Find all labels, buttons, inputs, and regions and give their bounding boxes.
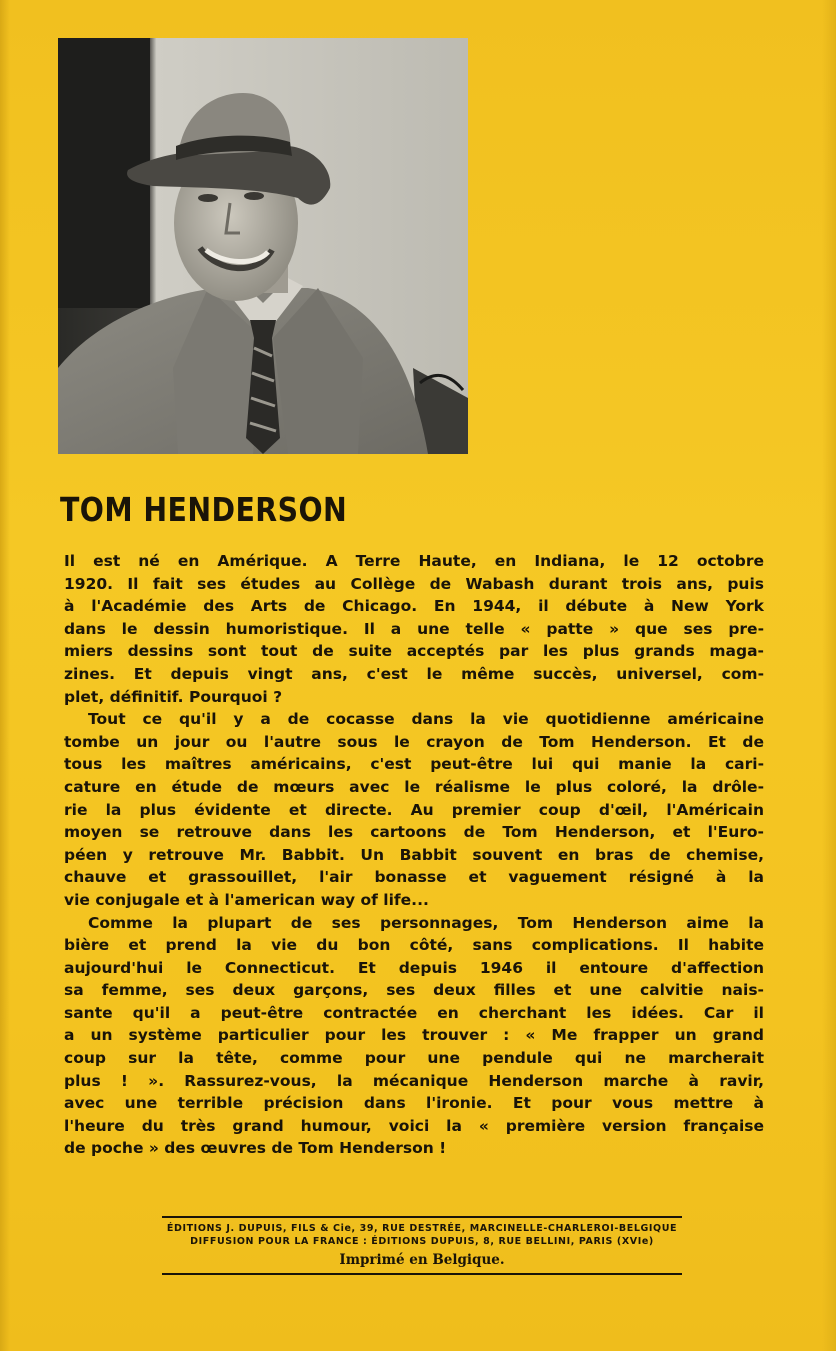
bio-line: péen y retrouve Mr. Babbit. Un Babbit souvent en bras de chemise, xyxy=(64,845,764,864)
author-name: TOM HENDERSON xyxy=(60,490,348,529)
imprint-top-rule xyxy=(162,1216,682,1218)
author-photo xyxy=(58,38,468,454)
bio-line: dans le dessin humoristique. Il a une telle « patte » que ses pre- xyxy=(64,619,764,638)
printed-in-label: Imprimé en Belgique. xyxy=(339,1252,505,1268)
bio-line: l'heure du très grand humour, voici la « première version française xyxy=(64,1116,764,1135)
bio-line: cature en étude de mœurs avec le réalisme le plus coloré, la drôle- xyxy=(64,777,764,796)
bio-line: avec une terrible précision dans l'ironie. Et pour vous mettre à xyxy=(64,1094,764,1113)
publisher-address: ÉDITIONS J. DUPUIS, FILS & Cie, 39, RUE DESTRÉE, MARCINELLE-CHARLEROI-BELGIQUE xyxy=(166,1223,678,1234)
bio-line: rie la plus évidente et directe. Au premier coup d'œil, l'Américain xyxy=(64,800,764,819)
bio-line: coup sur la tête, comme pour une pendule qui ne marcherait xyxy=(64,1049,764,1068)
bio-line: aujourd'hui le Connecticut. Et depuis 1946 il entoure d'affection xyxy=(64,958,764,977)
bio-line: miers dessins sont tout de suite acceptés par les plus grands maga- xyxy=(64,642,764,661)
bio-line: Il est né en Amérique. A Terre Haute, en Indiana, le 12 octobre xyxy=(64,552,764,570)
bio-line: a un système particulier pour les trouver : « Me frapper un grand xyxy=(64,1026,764,1045)
bio-line: plus ! ». Rassurez-vous, la mécanique Henderson marche à ravir, xyxy=(64,1071,764,1090)
bio-line: sante qu'il a peut-être contractée en cherchant les idées. Car il xyxy=(64,1003,764,1022)
bio-line: bière et prend la vie du bon côté, sans complications. Il habite xyxy=(64,936,764,955)
author-portrait-image xyxy=(58,38,468,454)
imprint-bottom-rule xyxy=(162,1273,682,1275)
biography-text xyxy=(64,550,764,1160)
bio-line: moyen se retrouve dans les cartoons de Tom Henderson, et l'Euro- xyxy=(64,823,764,842)
bio-line: Tout ce qu'il y a de cocasse dans la vie quotidienne américaine xyxy=(88,710,764,729)
bio-line: tombe un jour ou l'autre sous le crayon de Tom Henderson. Et de xyxy=(64,732,764,751)
distribution-address: DIFFUSION POUR LA FRANCE : ÉDITIONS DUPUIS, 8, RUE BELLINI, PARIS (XVIe) xyxy=(190,1236,654,1247)
bio-line: zines. Et depuis vingt ans, c'est le même succès, universel, com- xyxy=(64,664,764,683)
bio-line: de poche » des œuvres de Tom Henderson ! xyxy=(64,1139,447,1158)
bio-line: chauve et grassouillet, l'air bonasse et vaguement résigné à la xyxy=(64,868,764,887)
bio-line: sa femme, ses deux garçons, ses deux filles et une calvitie nais- xyxy=(64,981,764,1000)
bio-line: tous les maîtres américains, c'est peut-être lui qui manie la cari- xyxy=(64,755,764,774)
bio-line: vie conjugale et à l'american way of life... xyxy=(64,890,429,909)
bio-line: Comme la plupart de ses personnages, Tom Henderson aime la xyxy=(88,913,764,932)
bio-line: plet, définitif. Pourquoi ? xyxy=(64,687,283,706)
bio-line: à l'Académie des Arts de Chicago. En 1944, il débute à New York xyxy=(64,597,764,616)
bio-line: 1920. Il fait ses études au Collège de Wabash durant trois ans, puis xyxy=(64,574,764,593)
